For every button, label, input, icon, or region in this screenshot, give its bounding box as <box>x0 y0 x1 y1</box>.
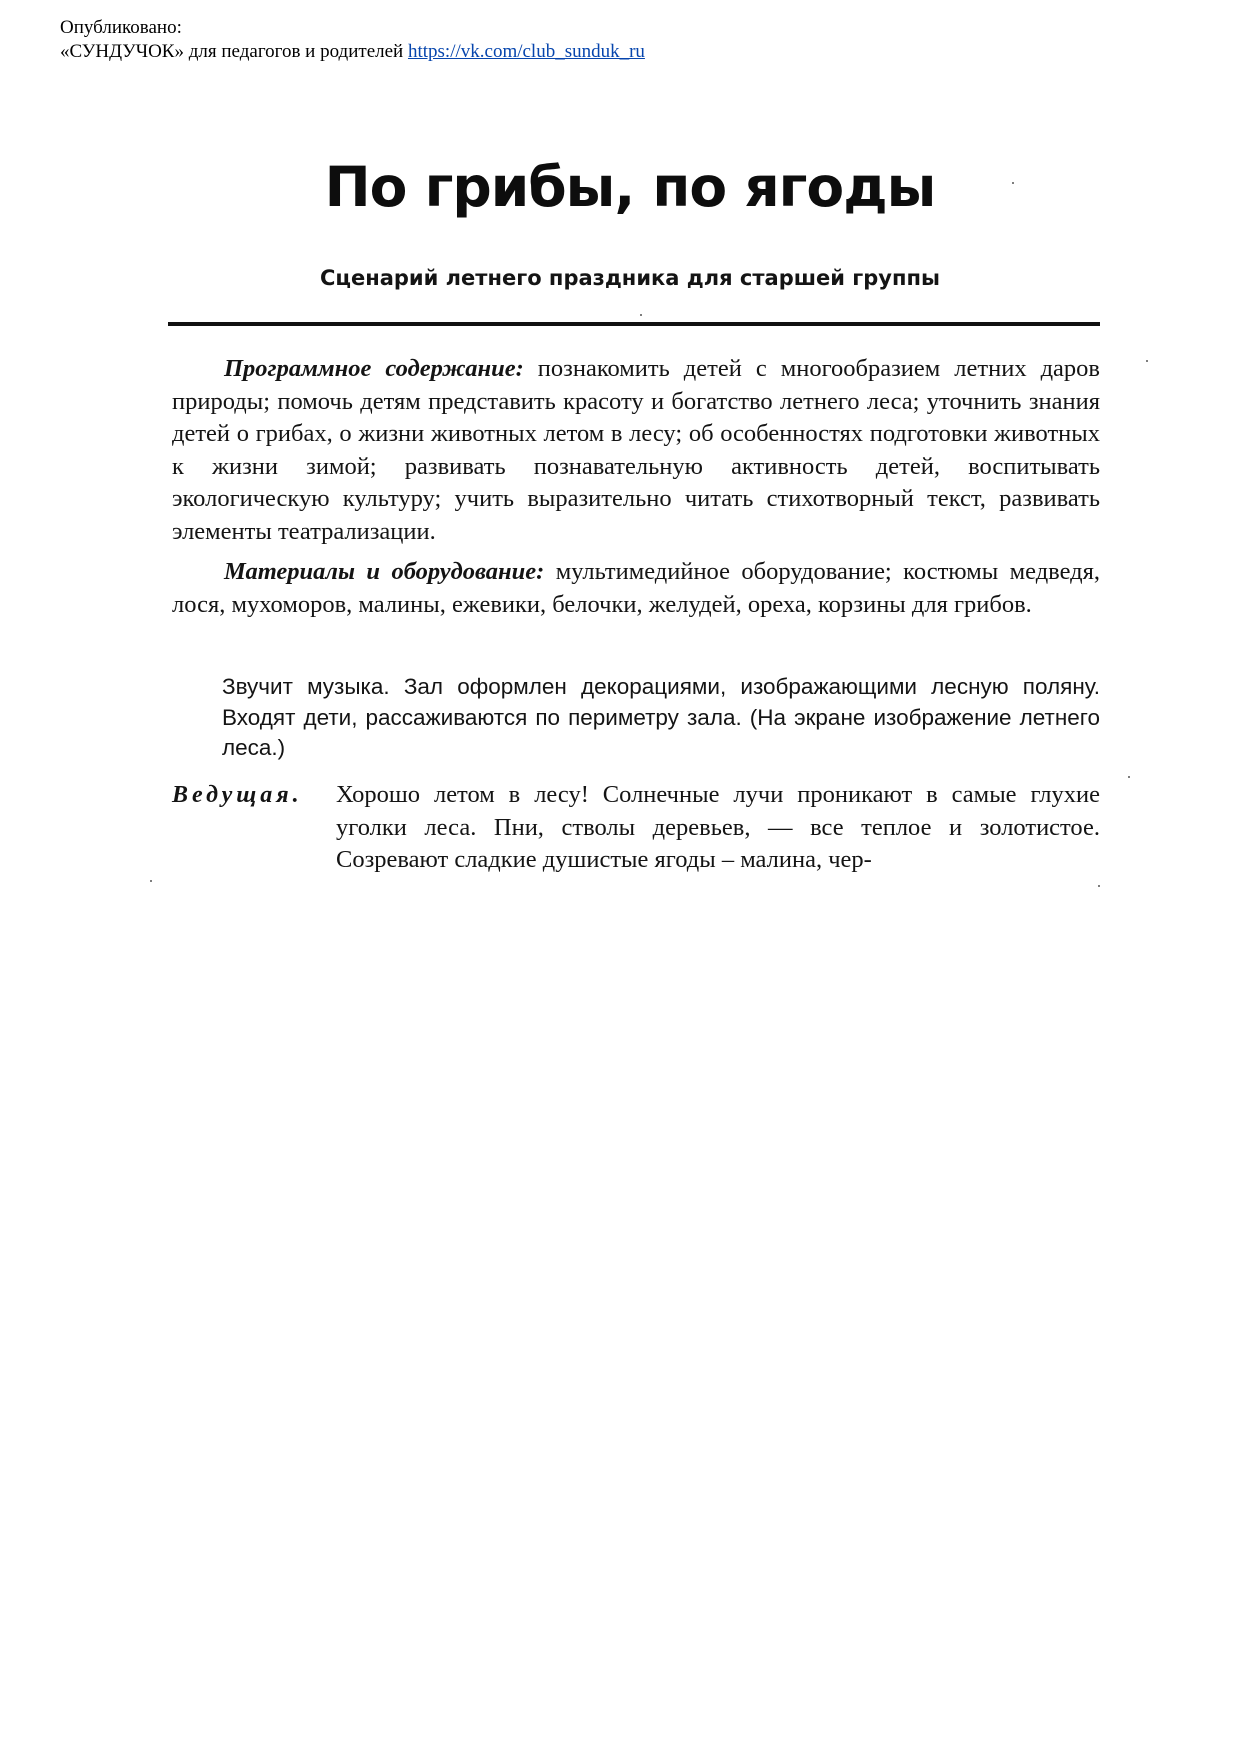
materials-paragraph <box>172 556 1100 621</box>
publisher-name: «СУНДУЧОК» для педагогов и родителей <box>60 41 408 62</box>
materials-label: Материалы и оборудование: <box>224 558 545 585</box>
program-paragraph <box>172 353 1100 548</box>
scan-speck <box>1146 360 1148 362</box>
scan-speck <box>1012 182 1014 184</box>
program-text: познакомить детей с многообразием летних даров природы; помочь детям представить красоту и богатство летнего леса; уточнить знания детей о грибах, о жизни животных летом в лесу; об особенностях подготовки животных к жизни зимой; развивать познавательную активность детей, воспитывать экологическую культуру; учить выразительно читать стихотворный текст, развивать элементы театрализации. <box>172 355 1100 545</box>
scan-speck <box>150 880 152 882</box>
published-label: Опубликовано: <box>60 17 182 38</box>
program-label: Программное содержание: <box>224 355 524 382</box>
document-subtitle: Сценарий летнего праздника для старшей группы <box>320 266 940 290</box>
publisher-link[interactable]: https://vk.com/club_sunduk_ru <box>407 41 645 62</box>
publisher-line <box>60 40 645 64</box>
stage-direction: Звучит музыка. Зал оформлен декорациями, изображающими лесную поляну. Входят дети, рассаживаются по периметру зала. (На экране изображение летнего леса.) <box>222 674 1100 760</box>
speaker-name: Ведущая. <box>172 782 303 808</box>
publication-header <box>60 16 645 64</box>
speaker-line: Хорошо летом в лесу! Солнечные лучи проникают в самые глухие уголки леса. Пни, стволы деревьев, — все теплое и золотистое. Созревают сладкие душистые ягоды – малина, чер- <box>336 781 1100 873</box>
scan-speck <box>1128 776 1130 778</box>
materials-text: мультимедийное оборудование; костюмы медведя, лося, мухоморов, малины, ежевики, белочки, желудей, ореха, корзины для грибов. <box>172 558 1100 618</box>
scan-speck <box>640 314 642 316</box>
document-title: По грибы, по ягоды <box>324 155 936 219</box>
scan-speck <box>1098 885 1100 887</box>
title-divider <box>168 322 1100 326</box>
